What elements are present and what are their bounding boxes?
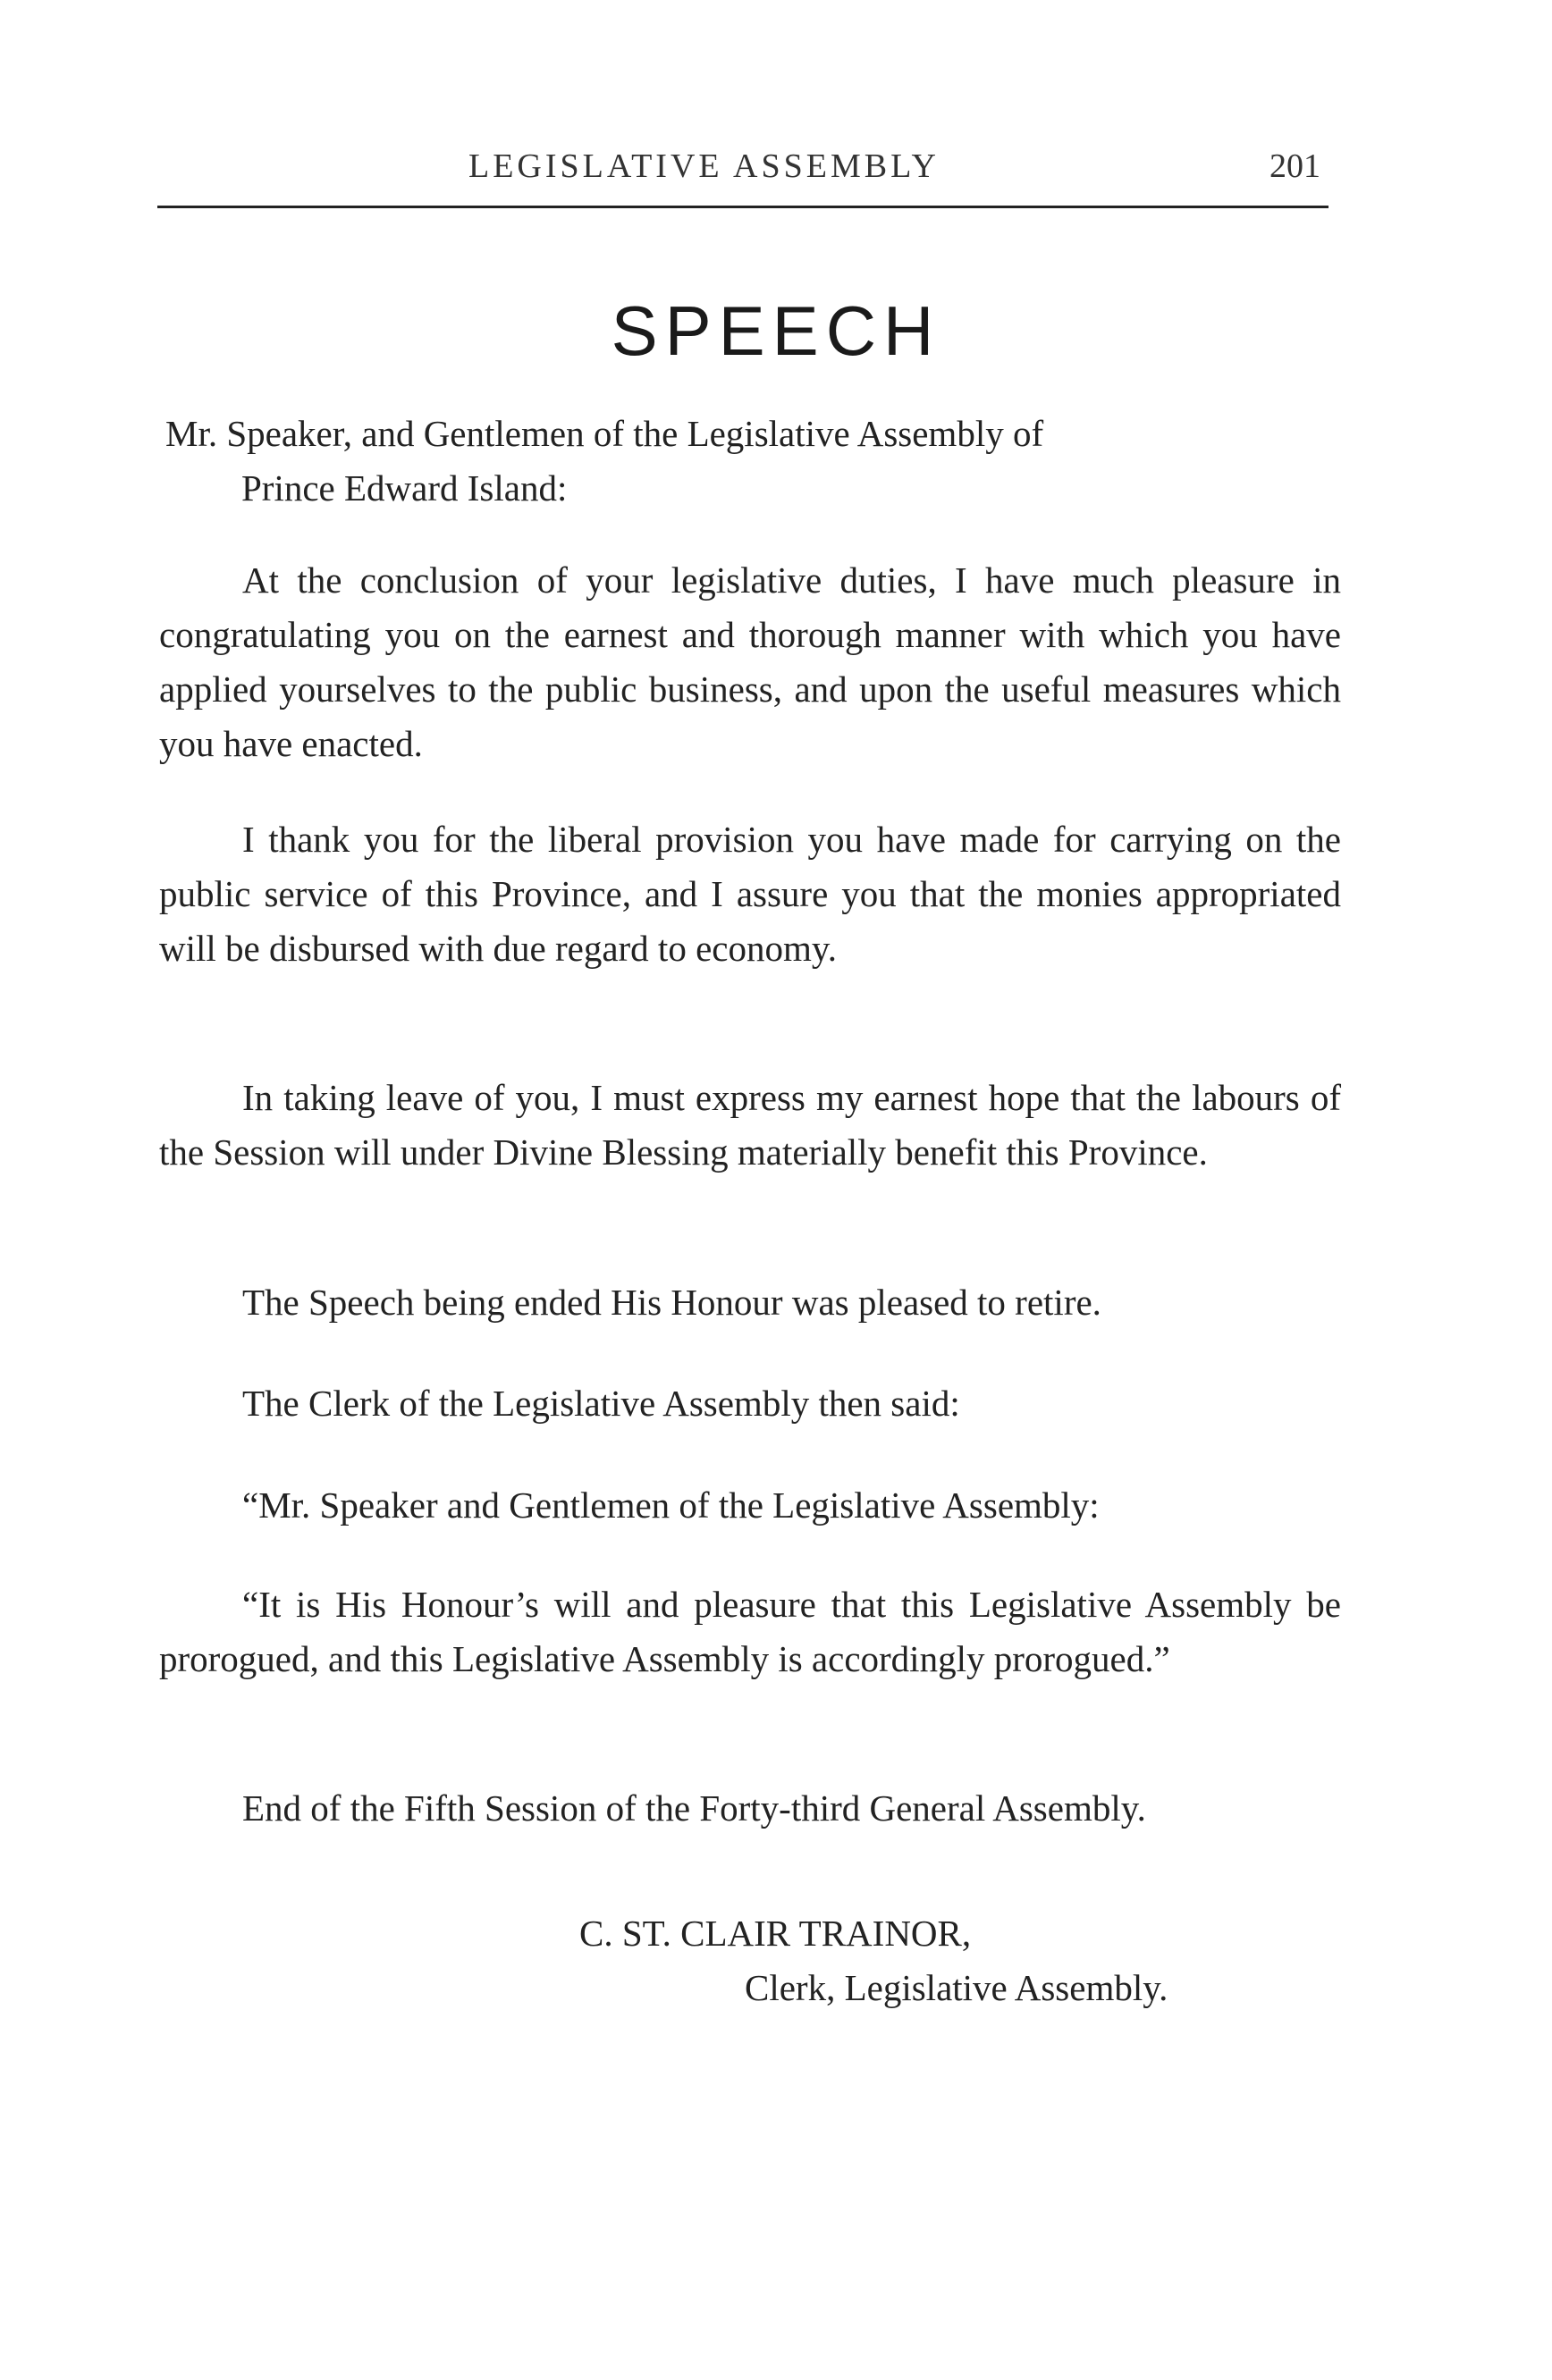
signature-block: [579, 1906, 1168, 2015]
paragraph-address: “Mr. Speaker and Gentlemen of the Legislative Assembly:: [242, 1484, 1100, 1526]
header-rule: [157, 206, 1328, 208]
running-head: [0, 143, 1552, 197]
paragraph-conclusion: At the conclusion of your legislative duties, I have much pleasure in congratulating you on the earnest and thorough manner with which you have applied yourselves to the public business, and upon the useful measures which you have enacted.: [159, 559, 1341, 764]
paragraph-speech-ended: The Speech being ended His Honour was pleased to retire.: [242, 1282, 1101, 1323]
signature-name: C. ST. CLAIR TRAINOR,: [579, 1913, 972, 1954]
page-number: 201: [1269, 147, 1320, 185]
page-title: SPEECH: [611, 291, 941, 370]
paragraph-prorogued: “It is His Honour’s will and pleasure that this Legislative Assembly be prorogued, and this Legislative Assembly is accordingly prorogued.”: [159, 1584, 1341, 1679]
paragraph-clerk-said: The Clerk of the Legislative Assembly then said:: [242, 1383, 960, 1424]
salutation-line-1: Mr. Speaker, and Gentlemen of the Legislative Assembly of: [165, 413, 1044, 454]
salutation: [165, 407, 1354, 516]
salutation-line-2: Prince Edward Island:: [241, 467, 568, 509]
paragraph-end-of-session: End of the Fifth Session of the Forty-third General Assembly.: [242, 1787, 1146, 1829]
paragraph-leave: In taking leave of you, I must express my earnest hope that the labours of the Session will under Divine Blessing materially benefit this Province.: [159, 1077, 1341, 1173]
running-title: LEGISLATIVE ASSEMBLY: [468, 147, 940, 185]
paragraph-thanks: I thank you for the liberal provision you have made for carrying on the public service of this Province, and I assure you that the monies appropriated will be disbursed with due regard to economy.: [159, 819, 1341, 969]
signature-title: Clerk, Legislative Assembly.: [745, 1967, 1168, 2008]
